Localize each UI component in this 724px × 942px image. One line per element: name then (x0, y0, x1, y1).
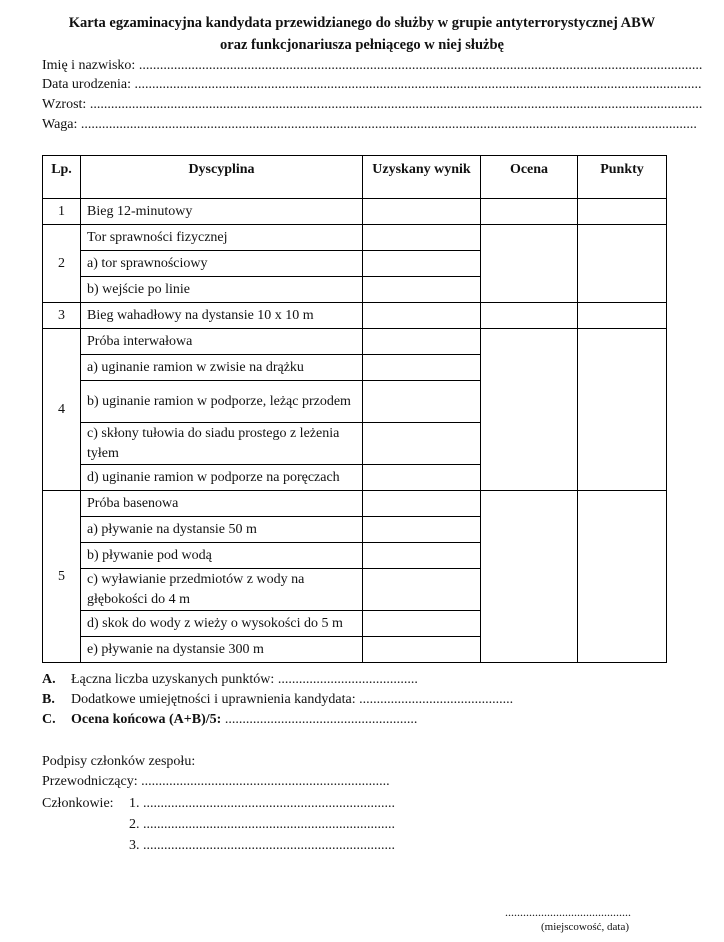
result-cell[interactable] (363, 251, 481, 277)
row-number: 1 (43, 199, 81, 225)
summary-b-key: B. (42, 692, 55, 707)
field-height-label: Wzrost: (42, 97, 87, 112)
result-cell[interactable] (363, 355, 481, 381)
discipline-cell: d) skok do wody z wieży o wysokości do 5 m (81, 611, 363, 637)
points-cell[interactable] (578, 303, 667, 329)
summary-c-dots: ....................................................... (224, 712, 418, 727)
field-name-label: Imię i nazwisko: (42, 58, 136, 73)
grade-cell[interactable] (481, 303, 578, 329)
grade-cell[interactable] (481, 225, 578, 303)
grade-cell[interactable] (481, 199, 578, 225)
header-lp: Lp. (43, 156, 81, 199)
table-row (43, 329, 667, 355)
discipline-cell: d) uginanie ramion w podporze na poręczach (81, 465, 363, 491)
header-grade: Ocena (481, 156, 578, 199)
member-1-signature[interactable]: 1. ........................................................................ (129, 796, 395, 811)
summary-a-dots: ........................................ (277, 672, 418, 687)
discipline-cell: a) pływanie na dystansie 50 m (81, 517, 363, 543)
table-row (43, 303, 667, 329)
signatures-heading: Podpisy członków zespołu: (42, 754, 196, 769)
discipline-cell: Bieg 12-minutowy (81, 199, 363, 225)
header-points: Punkty (578, 156, 667, 199)
summary-a-key: A. (42, 672, 56, 687)
field-birth-date[interactable] (42, 75, 702, 94)
row-number: 4 (43, 329, 81, 491)
result-cell[interactable] (363, 225, 481, 251)
chair-signature[interactable] (42, 772, 442, 792)
result-cell[interactable] (363, 303, 481, 329)
result-cell[interactable] (363, 569, 481, 611)
field-weight-dots: ................................................................................................................................................................................ (80, 117, 697, 132)
result-cell[interactable] (363, 543, 481, 569)
field-weight-label: Waga: (42, 117, 78, 132)
discipline-cell: Próba basenowa (81, 491, 363, 517)
points-cell[interactable] (578, 491, 667, 663)
summary-c[interactable] (42, 710, 642, 729)
place-date-line[interactable]: .......................................... (505, 905, 631, 919)
summary-a[interactable] (42, 670, 642, 689)
header-result: Uzyskany wynik (363, 156, 481, 199)
table-header-row (43, 156, 667, 199)
field-name-dots: ................................................................................................................................................................. (138, 58, 703, 73)
result-cell[interactable] (363, 517, 481, 543)
discipline-cell: Próba interwałowa (81, 329, 363, 355)
row-number: 2 (43, 225, 81, 303)
grade-cell[interactable] (481, 329, 578, 491)
discipline-cell: c) skłony tułowia do siadu prostego z leżenia tyłem (81, 423, 363, 465)
result-cell[interactable] (363, 423, 481, 465)
grade-cell[interactable] (481, 491, 578, 663)
summary-a-text: Łączna liczba uzyskanych punktów: (71, 672, 275, 687)
discipline-cell: b) pływanie pod wodą (81, 543, 363, 569)
chair-label: Przewodniczący: (42, 774, 138, 789)
field-name[interactable] (42, 56, 703, 75)
exam-table (42, 155, 667, 663)
header-discipline: Dyscyplina (81, 156, 363, 199)
form-title-line-1: Karta egzaminacyjna kandydata przewidzianego do służby w grupie antyterrorystycznej ABW (68, 15, 656, 31)
summary-b-dots: ............................................ (359, 692, 514, 707)
result-cell[interactable] (363, 381, 481, 423)
result-cell[interactable] (363, 329, 481, 355)
member-2-signature[interactable]: 2. ........................................................................ (129, 817, 395, 832)
points-cell[interactable] (578, 329, 667, 491)
field-weight[interactable] (42, 115, 697, 134)
result-cell[interactable] (363, 611, 481, 637)
place-date-caption: (miejscowość, data) (541, 921, 629, 933)
discipline-cell: b) uginanie ramion w podporze, leżąc przodem (81, 381, 363, 423)
discipline-cell: a) uginanie ramion w zwisie na drążku (81, 355, 363, 381)
table-row (43, 491, 667, 517)
form-title-line-2: oraz funkcjonariusza pełniącego w niej służbę (220, 37, 504, 53)
field-birth-date-label: Data urodzenia: (42, 77, 132, 92)
result-cell[interactable] (363, 491, 481, 517)
table-row (43, 199, 667, 225)
field-birth-date-dots: .................................................................................................................................................................. (134, 77, 702, 92)
members-label: Członkowie: (42, 796, 114, 811)
discipline-cell: Bieg wahadłowy na dystansie 10 x 10 m (81, 303, 363, 329)
result-cell[interactable] (363, 277, 481, 303)
row-number: 3 (43, 303, 81, 329)
form-title (0, 12, 724, 56)
summary-b-text: Dodatkowe umiejętności i uprawnienia kandydata: (71, 692, 356, 707)
table-row (43, 225, 667, 251)
discipline-cell: e) pływanie na dystansie 300 m (81, 637, 363, 663)
chair-dots: ....................................................................... (141, 774, 390, 789)
summary-c-text: Ocena końcowa (A+B)/5: (71, 712, 222, 727)
result-cell[interactable] (363, 199, 481, 225)
field-height[interactable] (42, 95, 703, 114)
summary-c-key: C. (42, 712, 56, 727)
points-cell[interactable] (578, 225, 667, 303)
discipline-cell: a) tor sprawnościowy (81, 251, 363, 277)
discipline-cell: c) wyławianie przedmiotów z wody na głębokości do 4 m (81, 569, 363, 611)
summary-b[interactable] (42, 690, 642, 709)
discipline-cell: b) wejście po linie (81, 277, 363, 303)
row-number: 5 (43, 491, 81, 663)
result-cell[interactable] (363, 637, 481, 663)
discipline-cell: Tor sprawności fizycznej (81, 225, 363, 251)
result-cell[interactable] (363, 465, 481, 491)
field-height-dots: ............................................................................................................................................................................... (89, 97, 703, 112)
member-3-signature[interactable]: 3. ........................................................................ (129, 838, 395, 853)
points-cell[interactable] (578, 199, 667, 225)
